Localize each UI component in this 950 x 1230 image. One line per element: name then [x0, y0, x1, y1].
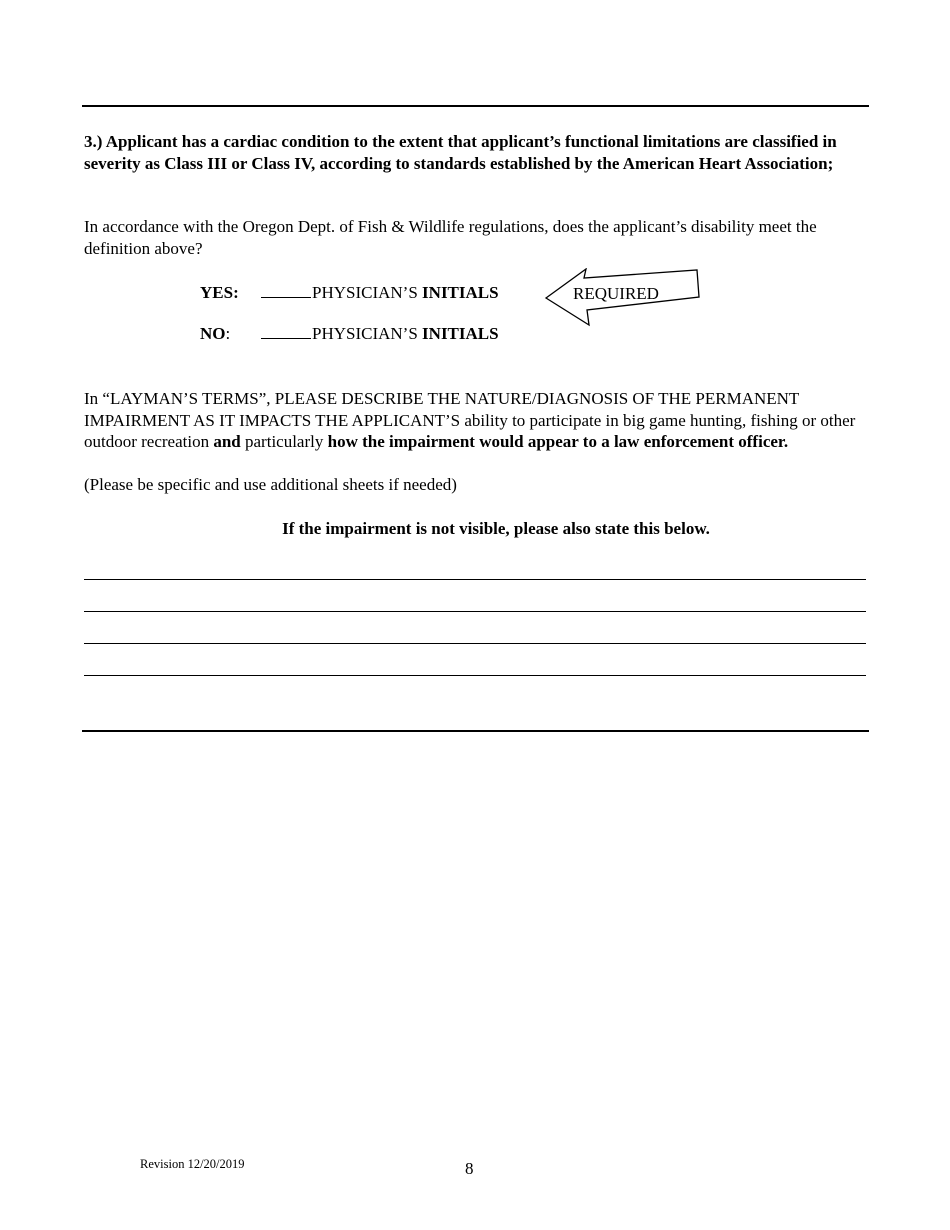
no-colon: :: [225, 324, 231, 343]
answer-line-2[interactable]: [84, 611, 866, 612]
section-heading: 3.) Applicant has a cardiac condition to the extent that applicant’s functional limitations are classified in severity as Class III or Class IV, according to standards established by the American Heart Association;: [84, 132, 837, 173]
description-paragraph: [84, 388, 869, 453]
answer-line-3[interactable]: [84, 643, 866, 644]
yes-initials-word: INITIALS: [422, 283, 499, 302]
description-part2: particularly: [240, 432, 328, 451]
page-number: 8: [465, 1159, 474, 1178]
instruction-line: If the impairment is not visible, please also state this below.: [282, 519, 710, 538]
answer-line-1[interactable]: [84, 579, 866, 580]
top-rule: [82, 105, 869, 107]
answer-line-4[interactable]: [84, 675, 866, 676]
no-label: NO: [200, 324, 226, 343]
yes-label: YES:: [200, 283, 239, 302]
no-label-wrap: [200, 323, 230, 345]
yes-initials-row: [261, 282, 499, 304]
yes-physician-prefix: PHYSICIAN’S: [312, 283, 423, 302]
definition-question: In accordance with the Oregon Dept. of Fish & Wildlife regulations, does the applicant’s disability meet the definition above?: [84, 217, 817, 258]
revision-date: Revision 12/20/2019: [140, 1157, 245, 1171]
no-physician-prefix: PHYSICIAN’S: [312, 324, 423, 343]
description-part1: In “LAYMAN’S TERMS”, PLEASE DESCRIBE THE NATURE/DIAGNOSIS OF THE PERMANENT IMPAIRMENT AS IT IMPACTS THE APPLICANT’S ability to participate in big game hunting, fishing or other outdoor recreation: [84, 389, 856, 451]
description-and: and: [213, 432, 241, 451]
description-note: (Please be specific and use additional sheets if needed): [84, 475, 457, 494]
yes-initials-field[interactable]: [261, 283, 311, 298]
required-label: REQUIRED: [573, 284, 659, 303]
description-emphasis: how the impairment would appear to a law enforcement officer.: [327, 432, 789, 451]
no-initials-row: [261, 323, 499, 345]
bottom-rule: [82, 730, 869, 732]
no-initials-word: INITIALS: [422, 324, 499, 343]
no-initials-field[interactable]: [261, 324, 311, 339]
